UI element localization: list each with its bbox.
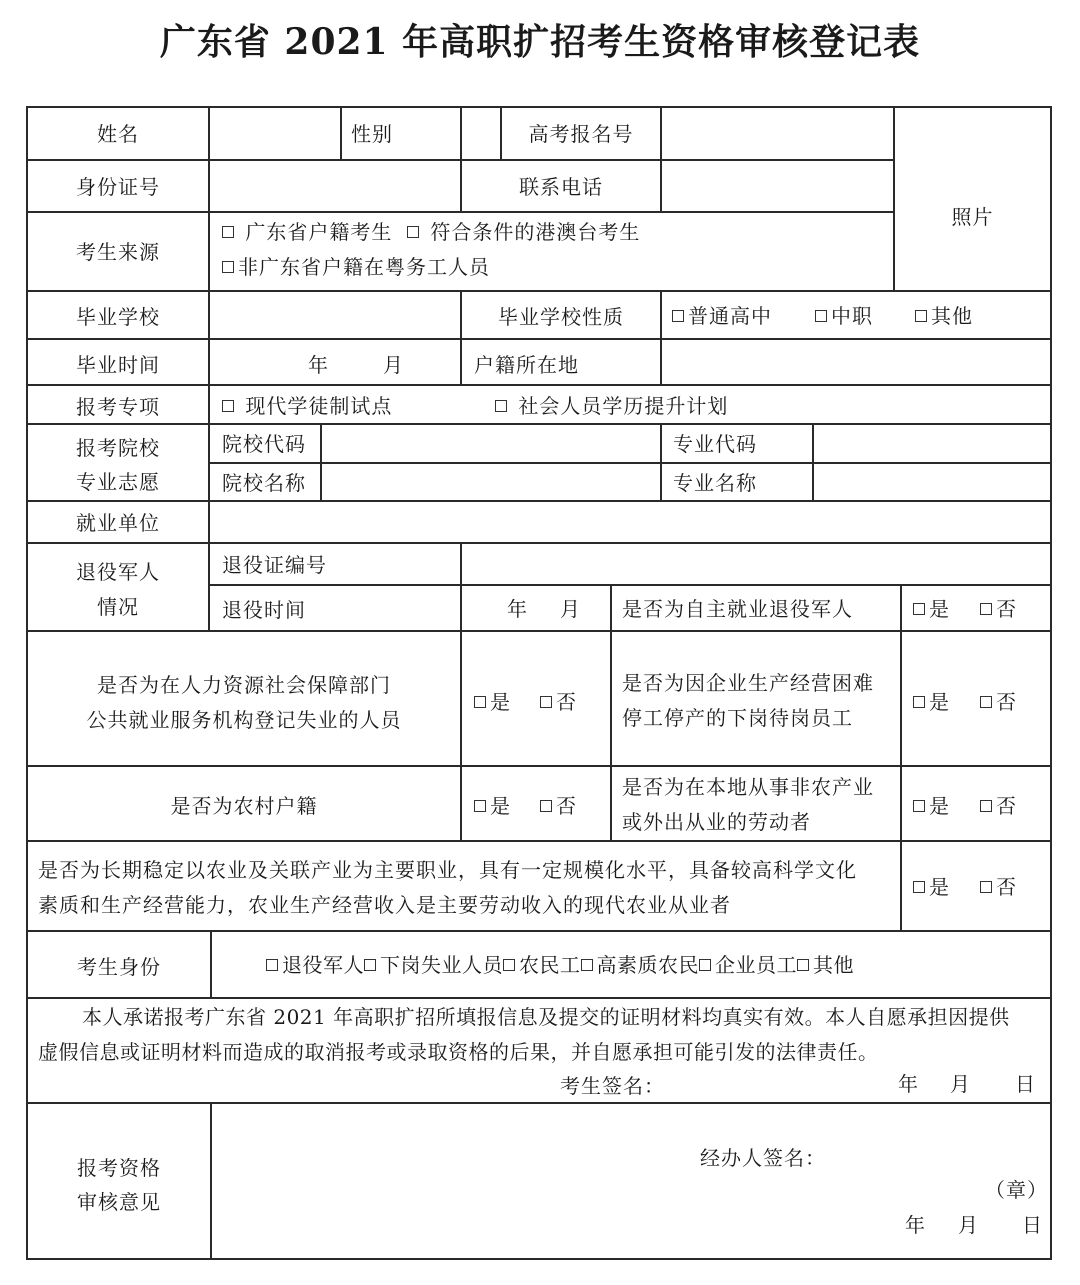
- checkbox[interactable]: [672, 310, 684, 322]
- identity-label: 考生身份: [77, 955, 161, 979]
- col-line: [660, 290, 662, 386]
- checkbox[interactable]: [913, 696, 925, 708]
- photo-label: 照片: [951, 205, 994, 229]
- grad-month: 月: [383, 353, 404, 377]
- col-line: [610, 584, 612, 632]
- checkbox[interactable]: [474, 800, 486, 812]
- source-option-3: 非广东省户籍在粤务工人员: [222, 255, 490, 279]
- unemployed-yes: 是: [474, 690, 511, 714]
- major-name-label: 专业名称: [673, 471, 757, 495]
- seal-label: （章）: [985, 1178, 1048, 1202]
- checkbox[interactable]: [980, 800, 992, 812]
- pledge-month: 月: [950, 1072, 971, 1096]
- row-line: [26, 630, 1052, 632]
- table-border-bottom: [26, 1258, 1052, 1260]
- row-line: [26, 384, 1052, 386]
- col-line: [900, 584, 902, 632]
- col-line: [660, 423, 662, 502]
- checkbox[interactable]: [915, 310, 927, 322]
- checkbox[interactable]: [503, 959, 515, 971]
- handler-signature-label: 经办人签名：: [700, 1146, 826, 1170]
- major-code-label: 专业代码: [673, 432, 757, 456]
- row-line: [210, 462, 1052, 464]
- rural-question: 是否为农村户籍: [170, 794, 318, 818]
- identity-options: 退役军人 下岗失业人员 农民工 高素质农民 企业员工 其他: [266, 953, 854, 977]
- farmer-yes: 是: [913, 875, 950, 899]
- laidoff-no: 否: [980, 690, 1017, 714]
- school-type-label: 毕业学校性质: [498, 305, 624, 329]
- farmer-no: 否: [980, 875, 1017, 899]
- hukou-place-label: 户籍所在地: [474, 353, 579, 377]
- checkbox[interactable]: [540, 696, 552, 708]
- nonfarm-question-line-1: 是否为在本地从事非农产业: [622, 775, 874, 799]
- col-line: [900, 630, 902, 842]
- veteran-month: 月: [560, 597, 581, 621]
- checkbox[interactable]: [913, 603, 925, 615]
- veteran-no-label: 退役证编号: [222, 553, 327, 577]
- review-label-line-1: 报考资格: [77, 1156, 161, 1180]
- special-option-2: 社会人员学历提升计划: [495, 394, 728, 418]
- special-label: 报考专项: [76, 395, 160, 419]
- checkbox[interactable]: [407, 226, 419, 238]
- row-line: [26, 338, 1052, 340]
- col-line: [460, 542, 462, 632]
- grad-year: 年: [308, 353, 329, 377]
- checkbox[interactable]: [815, 310, 827, 322]
- pledge-line-1: 本人承诺报考广东省 2021 年高职扩招所填报信息及提交的证明材料均真实有效。本人自愿承担因提供: [82, 1005, 1010, 1029]
- veteran-time-label: 退役时间: [222, 598, 306, 622]
- review-year: 年: [905, 1213, 926, 1237]
- source-option-2: 符合条件的港澳台考生: [407, 220, 640, 244]
- nonfarm-no: 否: [980, 794, 1017, 818]
- veteran-label-line-2: 情况: [97, 595, 139, 619]
- row-line: [26, 1102, 1052, 1104]
- col-line: [812, 423, 814, 502]
- col-line: [320, 423, 322, 502]
- review-label-line-2: 审核意见: [77, 1190, 161, 1214]
- wish-label-line-2: 专业志愿: [76, 470, 160, 494]
- candidate-signature-label: 考生签名：: [560, 1074, 665, 1098]
- col-line: [460, 630, 462, 842]
- employer-label: 就业单位: [76, 511, 160, 535]
- col-line: [210, 930, 212, 999]
- source-label: 考生来源: [76, 240, 160, 264]
- special-option-1: 现代学徒制试点: [222, 394, 392, 418]
- review-day: 日: [1022, 1213, 1043, 1237]
- school-type-option-2: 中职: [815, 304, 873, 328]
- college-code-label: 院校代码: [222, 432, 306, 456]
- checkbox[interactable]: [222, 400, 234, 412]
- laidoff-question-line-1: 是否为因企业生产经营困难: [622, 671, 874, 695]
- checkbox[interactable]: [699, 959, 711, 971]
- table-border-top: [26, 106, 1052, 108]
- col-line: [660, 106, 662, 213]
- wish-label-line-1: 报考院校: [76, 436, 160, 460]
- farmer-question-line-1: 是否为长期稳定以农业及关联产业为主要职业，具有一定规模化水平，具备较高科学文化: [38, 858, 857, 882]
- col-line: [610, 630, 612, 842]
- row-line: [26, 840, 1052, 842]
- unemployed-question-line-2: 公共就业服务机构登记失业的人员: [86, 708, 402, 732]
- nonfarm-question-line-2: 或外出从业的劳动者: [622, 810, 811, 834]
- name-label: 姓名: [97, 122, 139, 146]
- checkbox[interactable]: [364, 959, 376, 971]
- school-type-option-3: 其他: [915, 304, 973, 328]
- checkbox[interactable]: [540, 800, 552, 812]
- nonfarm-yes: 是: [913, 794, 950, 818]
- checkbox[interactable]: [913, 800, 925, 812]
- self-employ-label: 是否为自主就业退役军人: [622, 597, 853, 621]
- checkbox[interactable]: [474, 696, 486, 708]
- checkbox[interactable]: [980, 603, 992, 615]
- college-name-label: 院校名称: [222, 471, 306, 495]
- checkbox[interactable]: [222, 226, 234, 238]
- school-label: 毕业学校: [76, 305, 160, 329]
- phone-label: 联系电话: [519, 175, 603, 199]
- pledge-day: 日: [1015, 1072, 1036, 1096]
- checkbox[interactable]: [495, 400, 507, 412]
- pledge-year: 年: [898, 1072, 919, 1096]
- grad-time-label: 毕业时间: [76, 353, 160, 377]
- unemployed-question-line-1: 是否为在人力资源社会保障部门: [97, 673, 391, 697]
- checkbox[interactable]: [266, 959, 278, 971]
- rural-yes: 是: [474, 794, 511, 818]
- col-line: [900, 840, 902, 932]
- row-line: [26, 290, 1052, 292]
- pledge-line-2: 虚假信息或证明材料而造成的取消报考或录取资格的后果，并自愿承担可能引发的法律责任。: [38, 1040, 879, 1064]
- checkbox[interactable]: [797, 959, 809, 971]
- veteran-label-line-1: 退役军人: [76, 560, 160, 584]
- row-line: [210, 584, 1052, 586]
- col-line: [893, 106, 895, 292]
- col-line: [208, 106, 210, 632]
- row-line: [26, 930, 1052, 932]
- laidoff-yes: 是: [913, 690, 950, 714]
- laidoff-question-line-2: 停工停产的下岗待岗员工: [622, 706, 853, 730]
- checkbox[interactable]: [980, 881, 992, 893]
- farmer-question-line-2: 素质和生产经营能力，农业生产经营收入是主要劳动收入的现代农业从业者: [38, 893, 731, 917]
- self-employ-no: 否: [980, 597, 1017, 621]
- exam-no-label: 高考报名号: [528, 122, 634, 146]
- id-no-label: 身份证号: [76, 175, 160, 199]
- row-line: [26, 500, 1052, 502]
- checkbox[interactable]: [980, 696, 992, 708]
- checkbox[interactable]: [222, 261, 234, 273]
- row-line: [26, 765, 1052, 767]
- self-employ-yes: 是: [913, 597, 950, 621]
- col-line: [210, 1102, 212, 1260]
- veteran-year: 年: [507, 597, 528, 621]
- school-type-option-1: 普通高中: [672, 304, 772, 328]
- gender-label: 性别: [351, 122, 393, 146]
- row-line: [26, 997, 1052, 999]
- rural-no: 否: [540, 794, 577, 818]
- form-title: 广东省 2021 年高职扩招考生资格审核登记表: [159, 21, 921, 63]
- unemployed-no: 否: [540, 690, 577, 714]
- source-option-1: 广东省户籍考生: [222, 220, 392, 244]
- table-border-right: [1050, 106, 1052, 1260]
- row-line: [26, 542, 1052, 544]
- checkbox[interactable]: [581, 959, 593, 971]
- row-line: [26, 423, 1052, 425]
- review-month: 月: [958, 1213, 979, 1237]
- checkbox[interactable]: [913, 881, 925, 893]
